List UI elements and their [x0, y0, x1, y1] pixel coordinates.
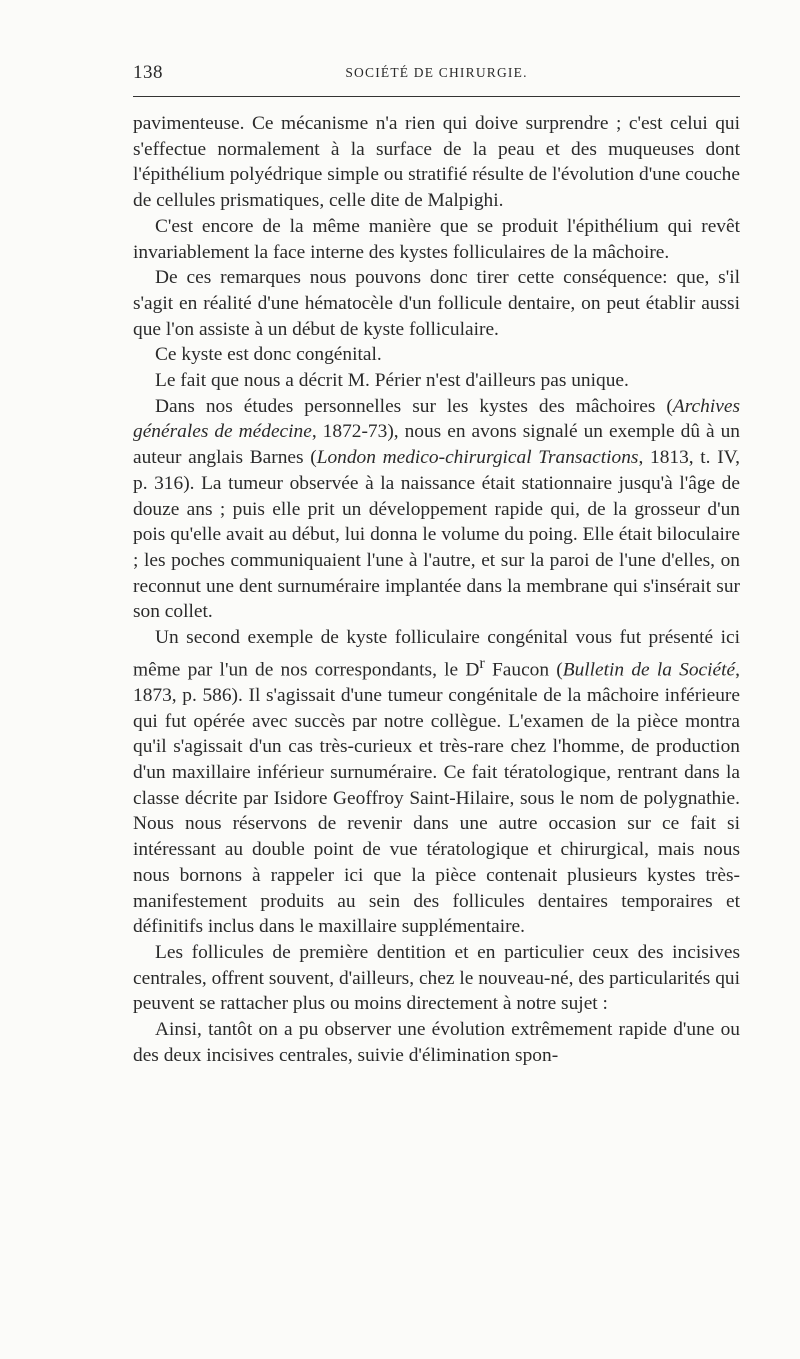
header-rule	[133, 96, 740, 97]
paragraph-3: De ces remarques nous pouvons donc tirer cette conséquence: que, s'il s'agit en réalité d'une hématocèle d'un follicule dentaire, on peut établir aussi que l'on assiste à un début de kyste folliculaire.	[133, 267, 740, 340]
paragraph-4: Ce kyste est donc congénital.	[155, 344, 382, 366]
paragraph-8: Les follicules de première dentition et en particulier ceux des incisives centrales, offrent souvent, d'ailleurs, chez le nouveau-né, des particularités qui peuvent se rattacher plus ou moins directement à notre sujet :	[133, 941, 740, 1015]
paragraph-1: pavimenteuse. Ce mécanisme n'a rien qui doive surprendre ; c'est celui qui s'effectue normalement à la surface de la peau et des muqueuses dont l'épithélium polyédrique simple ou stratifié résulte de l'évolution d'une couche de cellules prismatiques, celle dite de Malpighi.	[133, 113, 740, 212]
running-title: SOCIÉTÉ DE CHIRURGIE.	[345, 65, 528, 80]
paragraph-6	[133, 394, 740, 625]
paragraph-5: Le fait que nous a décrit M. Périer n'est d'ailleurs pas unique.	[155, 370, 629, 392]
page-number: 138	[133, 62, 163, 83]
p6-citation-archives: Archives générales de médecine	[133, 395, 740, 443]
body-text	[133, 111, 740, 1068]
p6-text-a: Dans nos études personnelles sur les kystes des mâchoires (	[155, 395, 673, 417]
p7-text-c: , 1873, p. 586). Il s'agissait d'une tumeur congénitale de la mâchoire inférieure qui fut opérée avec succès par notre collègue. L'examen de la pièce montra qu'il s'agissait d'un cas très-curieux et très-rare chez l'homme, de production d'un maxillaire inférieur surnuméraire. Ce fait tératologique, rentrant dans la classe décrite par Isidore Geoffroy Saint-Hilaire, sous le nom de polygnathie. Nous nous réservons de revenir dans une autre occasion sur ce fait si intéressant au double point de vue tératologique et chirurgical, mais nous nous bornons à rappeler ici que la pièce contenait plusieurs kystes très-manifestement produits au sein des follicules dentaires temporaires et définitifs inclus dans le maxillaire supplémentaire.	[133, 659, 740, 938]
page-header	[133, 60, 740, 90]
p7-text-a: Un second exemple de kyste folliculaire congénital vous fut présenté ici même par l'un de nos correspondants, le D	[133, 627, 740, 681]
p7-text-b: Faucon (	[484, 659, 563, 681]
p6-text-c: , 1813, t. IV, p. 316). La tumeur observée à la naissance était stationnaire jusqu'à l'âge de douze ans ; puis elle prit un développement rapide qui, de la grosseur d'un pois qu'elle avait au début, lui donna le volume du poing. Elle était biloculaire ; les poches communiquaient l'une à l'autre, et sur la paroi de l'une d'elles, on reconnut une dent surnuméraire implantée dans la membrane qui s'insérait sur son collet.	[133, 447, 741, 623]
p7-superscript: r	[479, 654, 485, 672]
paragraph-9: Ainsi, tantôt on a pu observer une évolution extrêmement rapide d'une ou des deux incisives centrales, suivie d'élimination spon-	[133, 1019, 740, 1066]
p7-citation-bulletin: Bulletin de la Société	[562, 659, 736, 681]
p6-citation-london: London medico-chirurgical Transactions	[316, 447, 639, 469]
p6-text-b: , 1872-73), nous en avons signalé un exemple dû à un auteur anglais Barnes (	[133, 421, 740, 469]
paragraph-7	[133, 625, 740, 940]
paragraph-2: C'est encore de la même manière que se produit l'épithélium qui revêt invariablement la face interne des kystes folliculaires de la mâchoire.	[133, 215, 740, 263]
